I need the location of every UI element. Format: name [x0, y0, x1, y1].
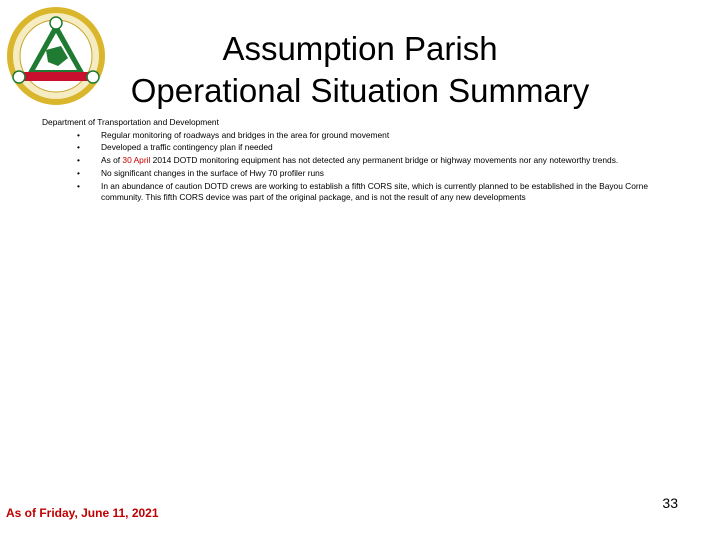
bullet-icon: • — [77, 142, 80, 153]
list-item — [42, 155, 692, 167]
list-item-text-before: As of — [101, 155, 123, 166]
page-number: 33 — [662, 495, 678, 511]
list-item-text-after: 2014 DOTD monitoring equipment has not detected any permanent bridge or highway movements nor any noteworthy trends. — [150, 155, 619, 166]
section-heading: Department of Transportation and Development — [42, 117, 219, 127]
list-item — [42, 168, 692, 180]
title-line-1: Assumption Parish — [222, 30, 498, 67]
footer-date: As of Friday, June 11, 2021 — [6, 506, 159, 520]
list-item-text: No significant changes in the surface of Hwy 70 profiler runs — [101, 167, 324, 178]
list-item-text: In an abundance of caution DOTD crews are working to establish a fifth CORS site, which is currently planned to be established in the Bayou Corne community. This fifth CORS device was part of the original package, and is not the result of any new developments — [101, 180, 648, 203]
bullet-icon: • — [77, 180, 80, 191]
assumption-parish-seal-logo — [6, 6, 106, 106]
list-item — [42, 130, 692, 142]
list-item-text: Regular monitoring of roadways and bridges in the area for ground movement — [101, 129, 390, 140]
bullet-list — [42, 130, 692, 204]
list-item — [42, 181, 692, 204]
situation-summary-content — [42, 117, 692, 205]
list-item — [42, 142, 692, 154]
bullet-icon: • — [77, 167, 80, 178]
list-item-text: Developed a traffic contingency plan if needed — [101, 142, 273, 153]
page-title — [100, 28, 620, 112]
highlighted-date: 30 April — [122, 155, 151, 166]
bullet-icon: • — [77, 129, 80, 140]
bullet-icon: • — [77, 155, 80, 166]
title-line-2: Operational Situation Summary — [130, 72, 590, 109]
